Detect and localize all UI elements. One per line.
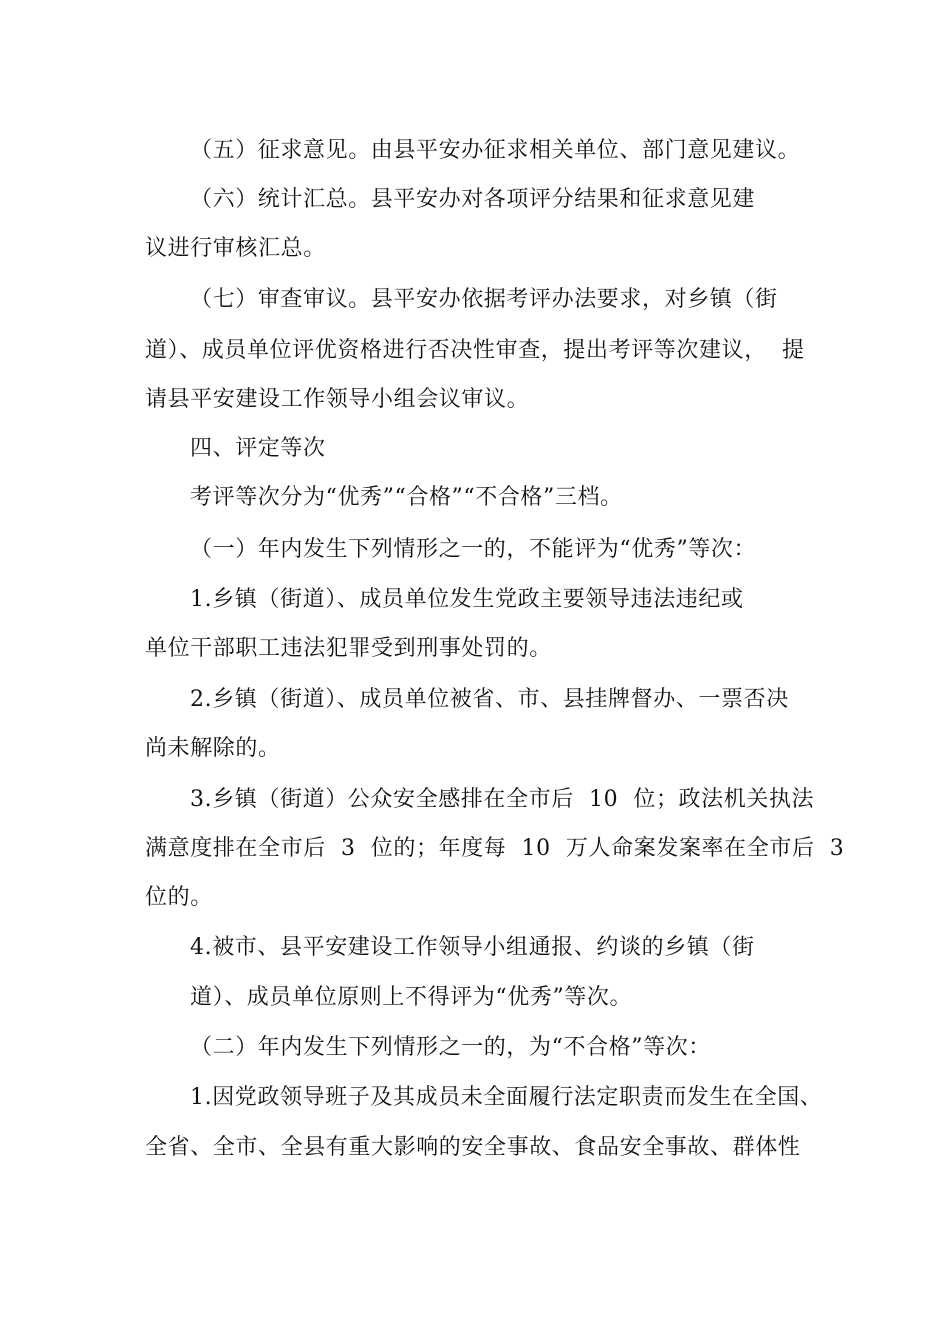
paragraph-line-20: 1.因党政领导班子及其成员未全面履行法定职责而发生在全国、 [190,1085,823,1110]
paragraph-line-13: 尚未解除的。 [145,736,281,761]
paragraph-line-14: 3.乡镇（街道）公众安全感排在全市后 10 位；政法机关执法 [190,787,815,812]
paragraph-line-3: 议进行审核汇总。 [145,236,326,261]
paragraph-line-10: 1.乡镇（街道）、成员单位发生党政主要领导违法违纪或 [190,587,744,612]
paragraph-line-11: 单位干部职工违法犯罪受到刑事处罚的。 [145,636,552,661]
section-heading: 四、评定等次 [190,436,326,461]
paragraph-line-2: （六）统计汇总。县平安办对各项评分结果和征求意见建 [190,187,756,212]
paragraph-line-15: 满意度排在全市后 3 位的；年度每 10 万人命案发案率在全市后 3 [145,836,845,861]
paragraph-line-1: （五）征求意见。由县平安办征求相关单位、部门意见建议。 [190,138,801,163]
paragraph-line-12: 2.乡镇（街道）、成员单位被省、市、县挂牌督办、一票否决 [190,687,789,712]
paragraph-line-19: （二）年内发生下列情形之一的，为“不合格”等次： [190,1035,711,1060]
paragraph-line-5: 道）、成员单位评优资格进行否决性审查，提出考评等次建议， 提 [145,338,805,363]
paragraph-line-4: （七）审查审议。县平安办依据考评办法要求，对乡镇（街 [190,287,778,312]
paragraph-line-9: （一）年内发生下列情形之一的，不能评为“优秀”等次： [190,537,757,562]
paragraph-line-18: 道）、成员单位原则上不得评为“优秀”等次。 [190,985,633,1010]
paragraph-line-21: 全省、全市、全县有重大影响的安全事故、食品安全事故、群体性 [145,1135,801,1160]
paragraph-line-17: 4.被市、县平安建设工作领导小组通报、约谈的乡镇（街 [190,935,755,960]
paragraph-line-6: 请县平安建设工作领导小组会议审议。 [145,387,530,412]
paragraph-line-8: 考评等次分为“优秀”“合格”“不合格”三档。 [190,485,623,510]
paragraph-line-16: 位的。 [145,885,213,910]
